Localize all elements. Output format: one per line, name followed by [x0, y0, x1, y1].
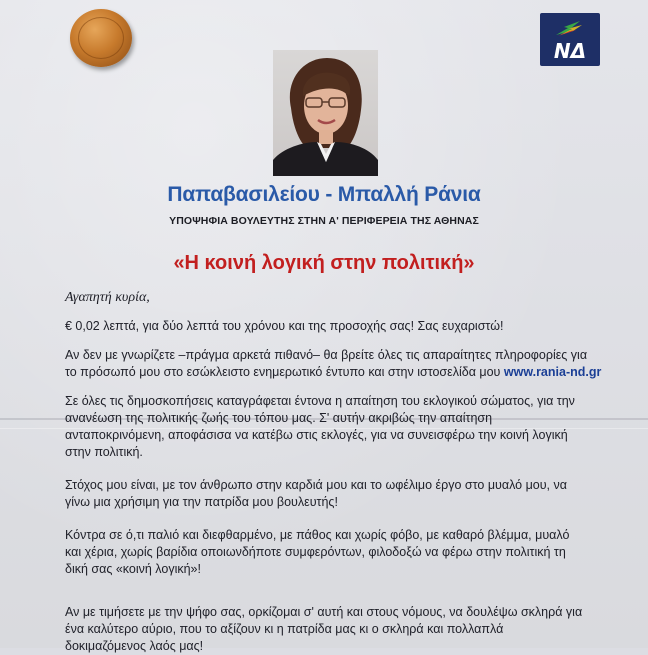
paragraph-intro [65, 347, 625, 381]
paragraph-line: ένα καλύτερο αύριο, που το αξίζουν κι η πατρίδα μας κι ο σκληρά και πολλαπλά [65, 622, 504, 636]
paragraph-line: δοκιμαζόμενος λαός μας! [65, 639, 204, 653]
candidate-subtitle: ΥΠΟΨΗΦΙΑ ΒΟΥΛΕΥΤΗΣ ΣΤΗΝ Α' ΠΕΡΙΦΕΡΕΙΑ ΤΗΣ ΑΘΗΝΑΣ [169, 215, 479, 227]
campaign-slogan: «Η κοινή λογική στην πολιτική» [173, 252, 475, 274]
party-logo [540, 13, 600, 66]
paragraph-oath [65, 604, 625, 655]
portrait-illustration [273, 50, 378, 176]
paragraph-line: € 0,02 λεπτά, για δύο λεπτά του χρόνου και της προσοχής σας! Σας ευχαριστώ! [65, 319, 504, 333]
paragraph-against [65, 527, 625, 578]
coin-image [70, 9, 132, 67]
paragraph-line: Αν με τιμήσετε με την ψήφο σας, ορκίζομαι σ' αυτή και στους νόμους, να δουλέψω σκληρά για [65, 605, 583, 619]
paragraph-line [65, 364, 625, 381]
candidate-name: Παπαβασιλείου - Μπαλλή Ράνια [167, 183, 481, 206]
paragraph-line: ανταποκρινόμενη, αποφάσισα να κατέβω στις εκλογές, για να συνεισφέρω την κοινή λογική [65, 428, 568, 442]
logo-text: ΝΔ [553, 39, 587, 63]
coin-rim [78, 17, 124, 59]
paragraph-line: γίνω μια χρήσιμη για την πατρίδα μου βουλευτής! [65, 495, 338, 509]
paragraph-line: Στόχος μου είναι, με τον άνθρωπο στην καρδιά μου και το ωφέλιμο έργο στο μυαλό μου, να [65, 478, 567, 492]
paragraph-thanks [65, 318, 625, 335]
paragraph-line: και χέρια, χωρίς βαρίδια οποιωνδήποτε συμφερόντων, φιλοδοξώ να φέρω στην πολιτική τη [65, 545, 566, 559]
paragraph-line: Κόντρα σε ό,τι παλιό και διεφθαρμένο, με πάθος και χωρίς φόβο, με καθαρό βλέμμα, μυαλό [65, 528, 570, 542]
paragraph-line: Σε όλες τις δημοσκοπήσεις καταγράφεται έντονα η απαίτηση του εκλογικού σώματος, για την [65, 394, 575, 408]
paragraph-line: Αν δεν με γνωρίζετε –πράγμα αρκετά πιθανό– θα βρείτε όλες τις απαραίτητες πληροφορίες για [65, 348, 588, 362]
website-link[interactable]: www.rania-nd.gr [503, 365, 602, 379]
paragraph-goal [65, 477, 625, 511]
paragraph-text: το πρόσωπό μου στο εσώκλειστο ενημερωτικό έντυπο και στην ιστοσελίδα μου [65, 365, 501, 379]
paragraph-line: δική σας «κοινή λογική»! [65, 562, 201, 576]
flame-icon [554, 19, 584, 37]
letter-salutation: Αγαπητή κυρία, [65, 290, 150, 305]
paragraph-line: στην πολιτική. [65, 445, 143, 459]
candidate-photo [273, 50, 378, 176]
paragraph-line: ανανέωση της πολιτικής ζωής του τόπου μας. Σ' αυτήν ακριβώς την απαίτηση [65, 411, 493, 425]
paragraph-polls [65, 393, 625, 461]
